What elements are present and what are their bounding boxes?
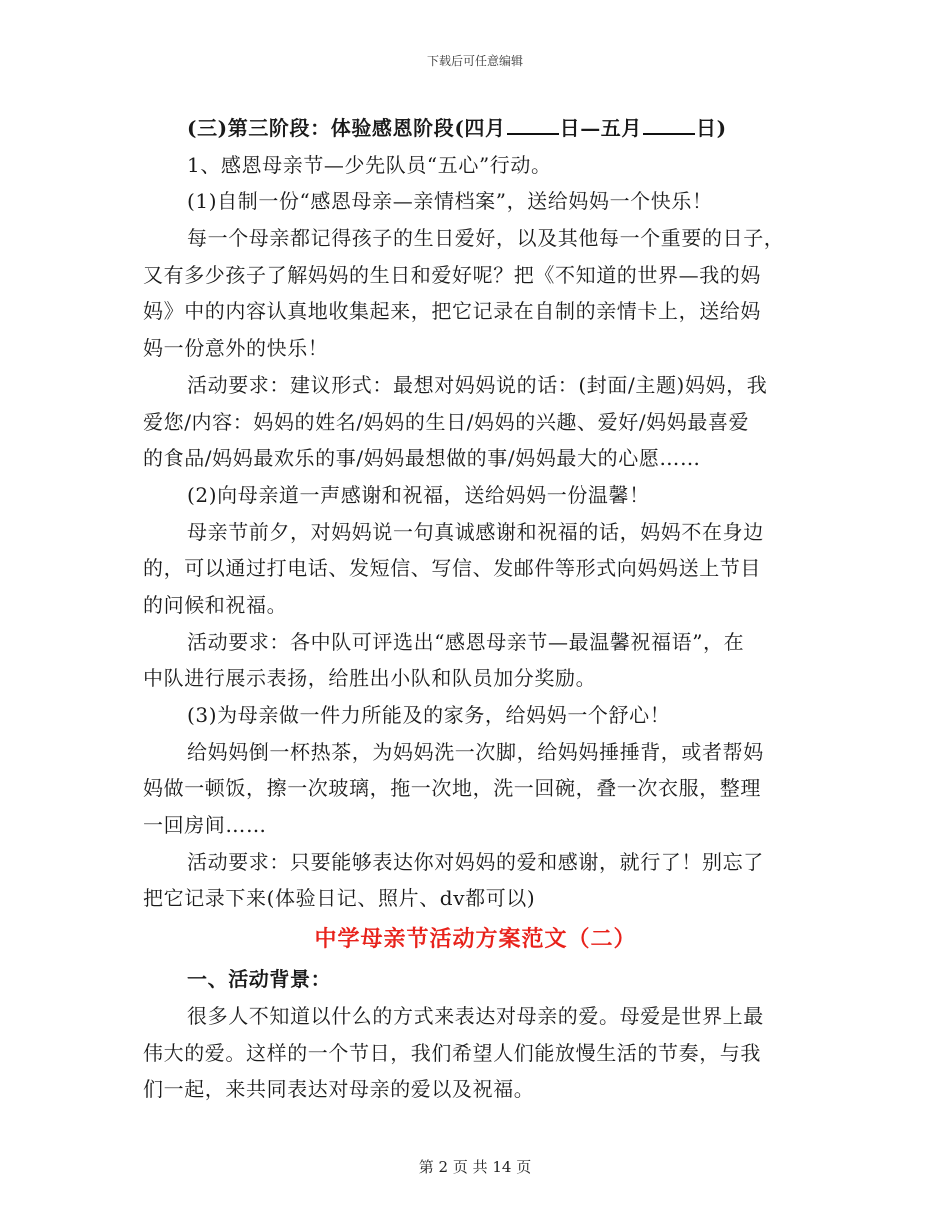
paragraph-line: 的问候和祝福。	[143, 592, 288, 617]
paragraph-line: 的食品/妈妈最欢乐的事/妈妈最想做的事/妈妈最大的心愿……	[143, 446, 701, 471]
paragraph-line: 活动要求：只要能够表达你对妈妈的爱和感谢，就行了！别忘了	[187, 849, 764, 874]
section-three-heading	[143, 110, 808, 147]
section-three-title-start: (三)第三阶段：体验感恩阶段(四月	[187, 116, 506, 140]
date-blank-2	[643, 115, 695, 135]
item-1-3-heading: (3)为母亲做一件力所能及的家务，给妈妈一个舒心！	[187, 703, 671, 727]
document-title: 中学母亲节活动方案范文（二）	[314, 926, 637, 953]
item-1-heading: 1、感恩母亲节—少先队员“五心”行动。	[187, 152, 552, 177]
paragraph-line: 又有多少孩子了解妈妈的生日和爱好呢？把《不知道的世界—我的妈	[143, 262, 761, 287]
paragraph-line: 妈》中的内容认真地收集起来，把它记录在自制的亲情卡上，送给妈	[143, 299, 761, 324]
page-number: 第 2 页 共 14 页	[418, 1158, 532, 1176]
paragraph-line: 每一个母亲都记得孩子的生日爱好，以及其他每一个重要的日子，	[187, 226, 785, 251]
paragraph-line: 中队进行展示表扬，给胜出小队和队员加分奖励。	[143, 666, 597, 691]
paragraph-line: 伟大的爱。这样的一个节日，我们希望人们能放慢生活的节奏，与我	[143, 1040, 761, 1065]
paragraph-line: 爱您/内容：妈妈的姓名/妈妈的生日/妈妈的兴趣、爱好/妈妈最喜爱	[143, 409, 750, 434]
paragraph-line: 妈一份意外的快乐！	[143, 336, 329, 361]
document-body	[143, 110, 808, 1108]
section-three-title-end: 日)	[696, 116, 727, 140]
date-blank-1	[507, 115, 559, 135]
section-heading: 一、活动背景：	[187, 967, 332, 992]
paragraph-line: 把它记录下来(体验日记、照片、dv都可以)	[143, 886, 536, 911]
paragraph-line: 很多人不知道以什么的方式来表达对母亲的爱。母爱是世界上最	[187, 1003, 764, 1028]
paragraph-line: 们一起，来共同表达对母亲的爱以及祝福。	[143, 1077, 535, 1102]
paragraph-line: 一回房间……	[143, 813, 267, 838]
item-1-2-heading: (2)向母亲道一声感谢和祝福，送给妈妈一份温馨！	[187, 482, 650, 507]
paragraph-line: 妈做一顿饭，擦一次玻璃，拖一次地，洗一回碗，叠一次衣服，整理	[143, 776, 761, 801]
page-header: 下载后可任意编辑	[426, 54, 523, 68]
paragraph-line: 给妈妈倒一杯热茶，为妈妈洗一次脚，给妈妈捶捶背，或者帮妈	[187, 739, 764, 764]
paragraph-line: 活动要求：建议形式：最想对妈妈说的话：(封面/主题)妈妈，我	[187, 372, 768, 397]
paragraph-line: 的，可以通过打电话、发短信、写信、发邮件等形式向妈妈送上节目	[143, 556, 761, 581]
paragraph-line: 母亲节前夕，对妈妈说一句真诚感谢和祝福的话，妈妈不在身边	[187, 519, 764, 544]
paragraph-line: 活动要求：各中队可评选出“感恩母亲节—最温馨祝福语”，在	[187, 629, 745, 654]
item-1-1-heading: (1)自制一份“感恩母亲—亲情档案”，送给妈妈一个快乐！	[187, 189, 713, 214]
section-three-title-middle: 日—五月	[559, 116, 642, 140]
